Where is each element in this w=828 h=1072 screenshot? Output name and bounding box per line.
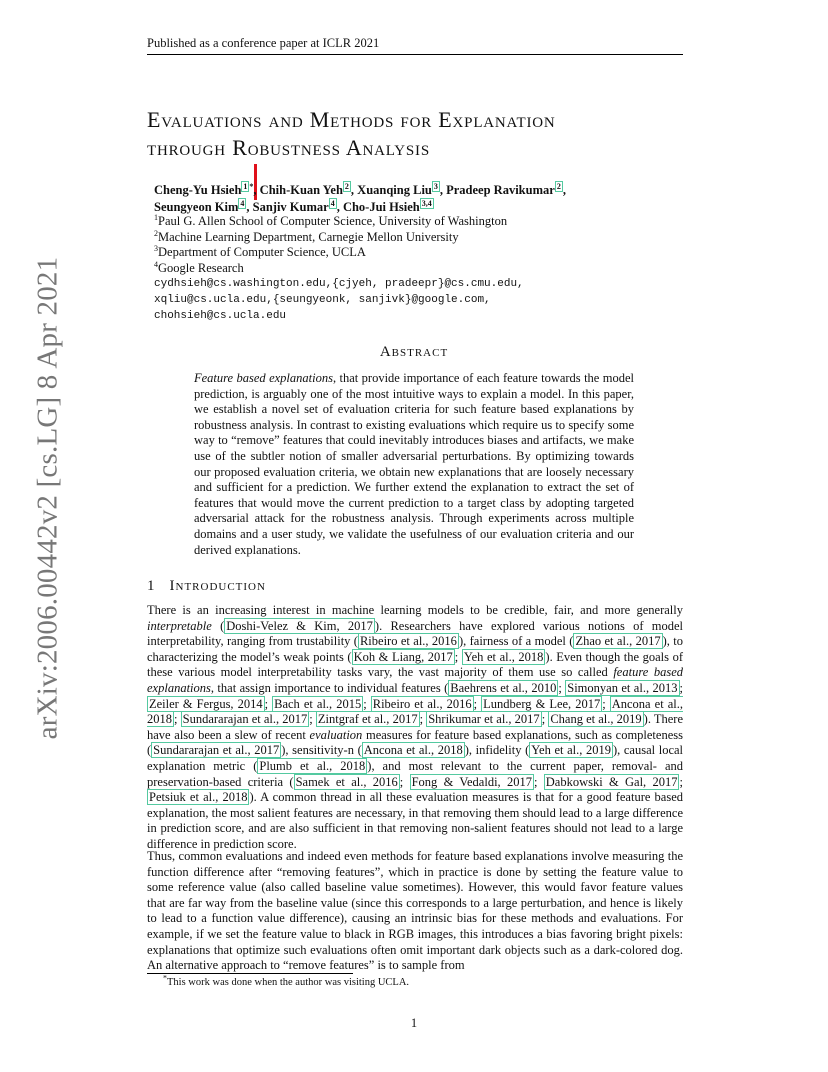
body-text: ; (363, 696, 371, 711)
author-affil-mark[interactable] (238, 198, 246, 209)
citation-link[interactable]: Yeh et al., 2018 (463, 649, 544, 664)
citation-link[interactable]: Plumb et al., 2018 (259, 758, 366, 773)
author-line-2: Seungyeon Kim $^4$ , Sanjiv Kumar $^4$ , Cho-Jui Hsieh $^{3,4}$ (154, 198, 432, 214)
citation-link[interactable]: Lundberg & Lee, 2017 (483, 696, 601, 711)
body-text: ; (264, 696, 273, 711)
citation-link[interactable]: Shrikumar et al., 2017 (428, 712, 540, 727)
body-text: ( (211, 618, 225, 633)
affil-link[interactable]: 1 (243, 181, 248, 191)
affiliation-number: 1 (154, 212, 158, 222)
author-affil-mark[interactable] (432, 181, 440, 192)
citation-link[interactable]: Samek et al., 2016 (295, 774, 398, 789)
title-line-1: Evaluations and Methods for Explanation (147, 107, 556, 132)
abstract-lead: Feature based explanations (194, 371, 333, 385)
affil-link[interactable]: 4 (330, 198, 335, 208)
body-text: ; (309, 712, 316, 727)
citation-link[interactable]: Ribeiro et al., 2016 (359, 634, 457, 649)
body-text: ; (399, 774, 410, 789)
footnote (163, 973, 410, 988)
author-name: Chih-Kuan Yeh (259, 183, 343, 197)
author-line-1: Cheng-Yu Hsieh $^{1 *}$, Chih-Kuan Yeh $^2$ , Xuanqing Liu $^3$ , Pradeep Ravikumar $^2$ , (154, 181, 566, 197)
citation-link[interactable]: Ancona et al., 2018 (363, 743, 463, 758)
body-text: There is an increasing interest in machine learning models to be credible, fair, and more generally (147, 603, 683, 617)
body-text: ), sensitivity-n ( (281, 743, 362, 758)
body-text: ; (419, 712, 427, 727)
citation-link[interactable]: Fong & Vedaldi, 2017 (411, 774, 532, 789)
citation-link[interactable]: Baehrens et al., 2010 (450, 680, 557, 695)
citation-link[interactable]: Simonyan et al., 2013 (567, 680, 678, 695)
citation-link[interactable]: Ribeiro et al., 2016 (372, 696, 472, 711)
body-text: ; (679, 680, 683, 695)
emphasis-text: feature based explanations (147, 665, 684, 695)
paper-title (147, 106, 687, 162)
arxiv-stamp-text: arXiv:2006.00442v2 [cs.LG] 8 Apr 2021 (31, 256, 64, 740)
body-text: ; (454, 649, 462, 664)
section-title: Introduction (169, 578, 266, 594)
affiliation-number: 4 (154, 259, 158, 269)
author-affil-mark[interactable] (329, 198, 337, 209)
email-line[interactable]: chohsieh@cs.ucla.edu (154, 310, 287, 322)
affiliation-number: 2 (154, 228, 158, 238)
abstract-text: , that provide importance of each feature towards the model prediction, is arguably one of the most intuitive ways to explain a model. In this paper, we establish a novel set of evaluation criteria for such feature based explanations by robustness analysis. In contrast to existing evaluations which require us to specify some way to “remove” features that could inevitably introduces biases and artifacts, we make use of the subtler notion of smaller adversarial perturbations. By optimizing towards our proposed evaluation criteria, we obtain new explanations that are loosely necessary and sufficient for a prediction. We further extend the explanation to extract the set of features that would move the current prediction to a target class by adopting targeted adversarial attack for the robustness analysis. Through experiments across multiple domains and a user study, we validate the usefulness of our evaluation criteria and our derived explanations. (194, 371, 634, 557)
body-text: ; (602, 696, 610, 711)
author-affil-mark[interactable] (420, 198, 434, 209)
footnote-link[interactable]: * (249, 181, 254, 191)
footnote-rule (147, 973, 353, 974)
author-name: Cho-Jui Hsieh (342, 200, 420, 214)
intro-paragraph-1 (147, 603, 683, 853)
affil-link[interactable]: 2 (556, 181, 561, 191)
affiliation-item (154, 214, 507, 230)
body-text: ). Even though the goals of these various model interpretability tasks vary, the vast majority of them use so called (147, 649, 683, 680)
affiliation-item (154, 261, 507, 277)
footnote-text: This work was done when the author was visiting UCLA. (167, 977, 410, 988)
body-text: measures for feature based explanations, such as completeness ( (147, 727, 683, 758)
email-line[interactable]: cydhsieh@cs.washington.edu,{cjyeh, pradeepr}@cs.cmu.edu, (154, 278, 524, 290)
emphasis-text: evaluation (309, 727, 363, 742)
body-text: ). A common thread in all these evaluation measures is that for a good feature based explanation, the most salient features are necessary, in that removing them should lead to a large difference in prediction score, and are also sufficient in that removing non-salient features should not lead to a large difference in prediction score. (147, 790, 683, 851)
affil-link[interactable]: 3 (433, 181, 438, 191)
affil-link[interactable]: 4 (240, 198, 245, 208)
body-text: , that assign importance to individual features ( (210, 680, 449, 695)
citation-link[interactable]: Petsiuk et al., 2018 (149, 790, 248, 805)
affiliation-number: 3 (154, 244, 158, 254)
body-text: ; (558, 680, 566, 695)
citation-link[interactable]: Ancona et al., 2018 (147, 696, 683, 727)
author-list (154, 182, 684, 216)
affiliation-item (154, 245, 507, 261)
emphasis-text: interpretable (147, 618, 212, 633)
body-text: ; (679, 774, 683, 789)
section-number: 1 (147, 578, 156, 594)
author-name: Cheng-Yu Hsieh (154, 183, 242, 197)
page-number: 1 (410, 1016, 418, 1030)
author-name: Xuanqing Liu (357, 183, 432, 197)
author-affil-mark[interactable] (555, 181, 563, 192)
body-text: ; (533, 774, 544, 789)
body-text: ). Researchers have explored various notions of model interpretability, ranging from trustability ( (147, 618, 684, 649)
affiliation-text: Department of Computer Science, UCLA (158, 245, 366, 260)
author-name: Sanjiv Kumar (252, 200, 329, 214)
body-text: ), and most relevant to the current paper, removal- and preservation-based criteria ( (147, 758, 683, 789)
affiliation-text: Machine Learning Department, Carnegie Mellon University (158, 229, 459, 244)
affiliation-item (154, 230, 507, 246)
section-heading (147, 578, 266, 595)
citation-link[interactable]: Zhao et al., 2017 (575, 634, 661, 649)
author-affil-mark[interactable] (241, 181, 253, 192)
citation-link[interactable]: Bach et al., 2015 (274, 696, 362, 711)
affiliation-text: Paul G. Allen School of Computer Science, University of Washington (158, 214, 508, 228)
body-text: ; (541, 712, 549, 727)
citation-link[interactable]: Yeh et al., 2019 (531, 743, 611, 758)
body-text: ), infidelity ( (464, 743, 530, 758)
abstract-body (194, 371, 634, 558)
citation-link[interactable]: Sundararajan et al., 2017 (153, 743, 280, 758)
author-affil-mark[interactable] (343, 181, 351, 192)
body-text: ; (174, 712, 181, 727)
author-name: Seungyeon Kim (154, 200, 239, 214)
citation-link[interactable]: Zintgraf et al., 2017 (317, 712, 418, 727)
header-rule (147, 54, 683, 55)
affiliations (154, 214, 507, 276)
affil-link[interactable]: 3,4 (421, 198, 432, 208)
citation-link[interactable]: Doshi-Velez & Kim, 2017 (226, 618, 373, 633)
footnote-mark: * (163, 973, 167, 983)
body-text: ), to characterizing the model’s weak points ( (147, 634, 683, 664)
email-line[interactable]: xqliu@cs.ucla.edu,{seungyeonk, sanjivk}@google.com, (154, 294, 491, 306)
citation-link[interactable]: Dabkowski & Gal, 2017 (545, 774, 678, 789)
citation-link[interactable]: Chang et al., 2019 (550, 712, 642, 727)
abstract-heading: Abstract (379, 344, 449, 360)
body-text: ; (473, 696, 482, 711)
affiliation-text: Google Research (158, 260, 244, 275)
intro-paragraph-2: Thus, common evaluations and indeed even methods for feature based explanations involve measuring the function difference after “removing features”, which in practice is done by setting the feature value to some reference value (also called baseline value sometimes). However, this would favor feature values that are far way from the baseline value (since this corresponds to a large perturbation, and hence is likely to lead to a function value difference), causing an intrinsic bias for these methods and evaluations. For example, if we set the feature value to black in RGB images, this introduces a bias favoring bright pixels: explanations that optimize such evaluations often omit important dark objects such as a dark-colored dog. An alternative approach to “remove features” is to sample from (147, 849, 683, 973)
author-emails (154, 276, 524, 324)
citation-link[interactable]: Zeiler & Fergus, 2014 (149, 696, 263, 711)
body-text: ). There have also been a slew of recent (147, 712, 684, 742)
body-text: ), causal local explanation metric ( (147, 743, 684, 773)
affil-link[interactable]: 2 (344, 181, 349, 191)
citation-link[interactable]: Sundararajan et al., 2017 (182, 712, 308, 727)
body-text: ), fairness of a model ( (458, 634, 574, 649)
running-head: Published as a conference paper at ICLR 2021 (147, 36, 380, 50)
author-name: Pradeep Ravikumar (446, 183, 555, 197)
title-line-2: through Robustness Analysis (147, 135, 430, 160)
citation-link[interactable]: Koh & Liang, 2017 (353, 649, 453, 664)
